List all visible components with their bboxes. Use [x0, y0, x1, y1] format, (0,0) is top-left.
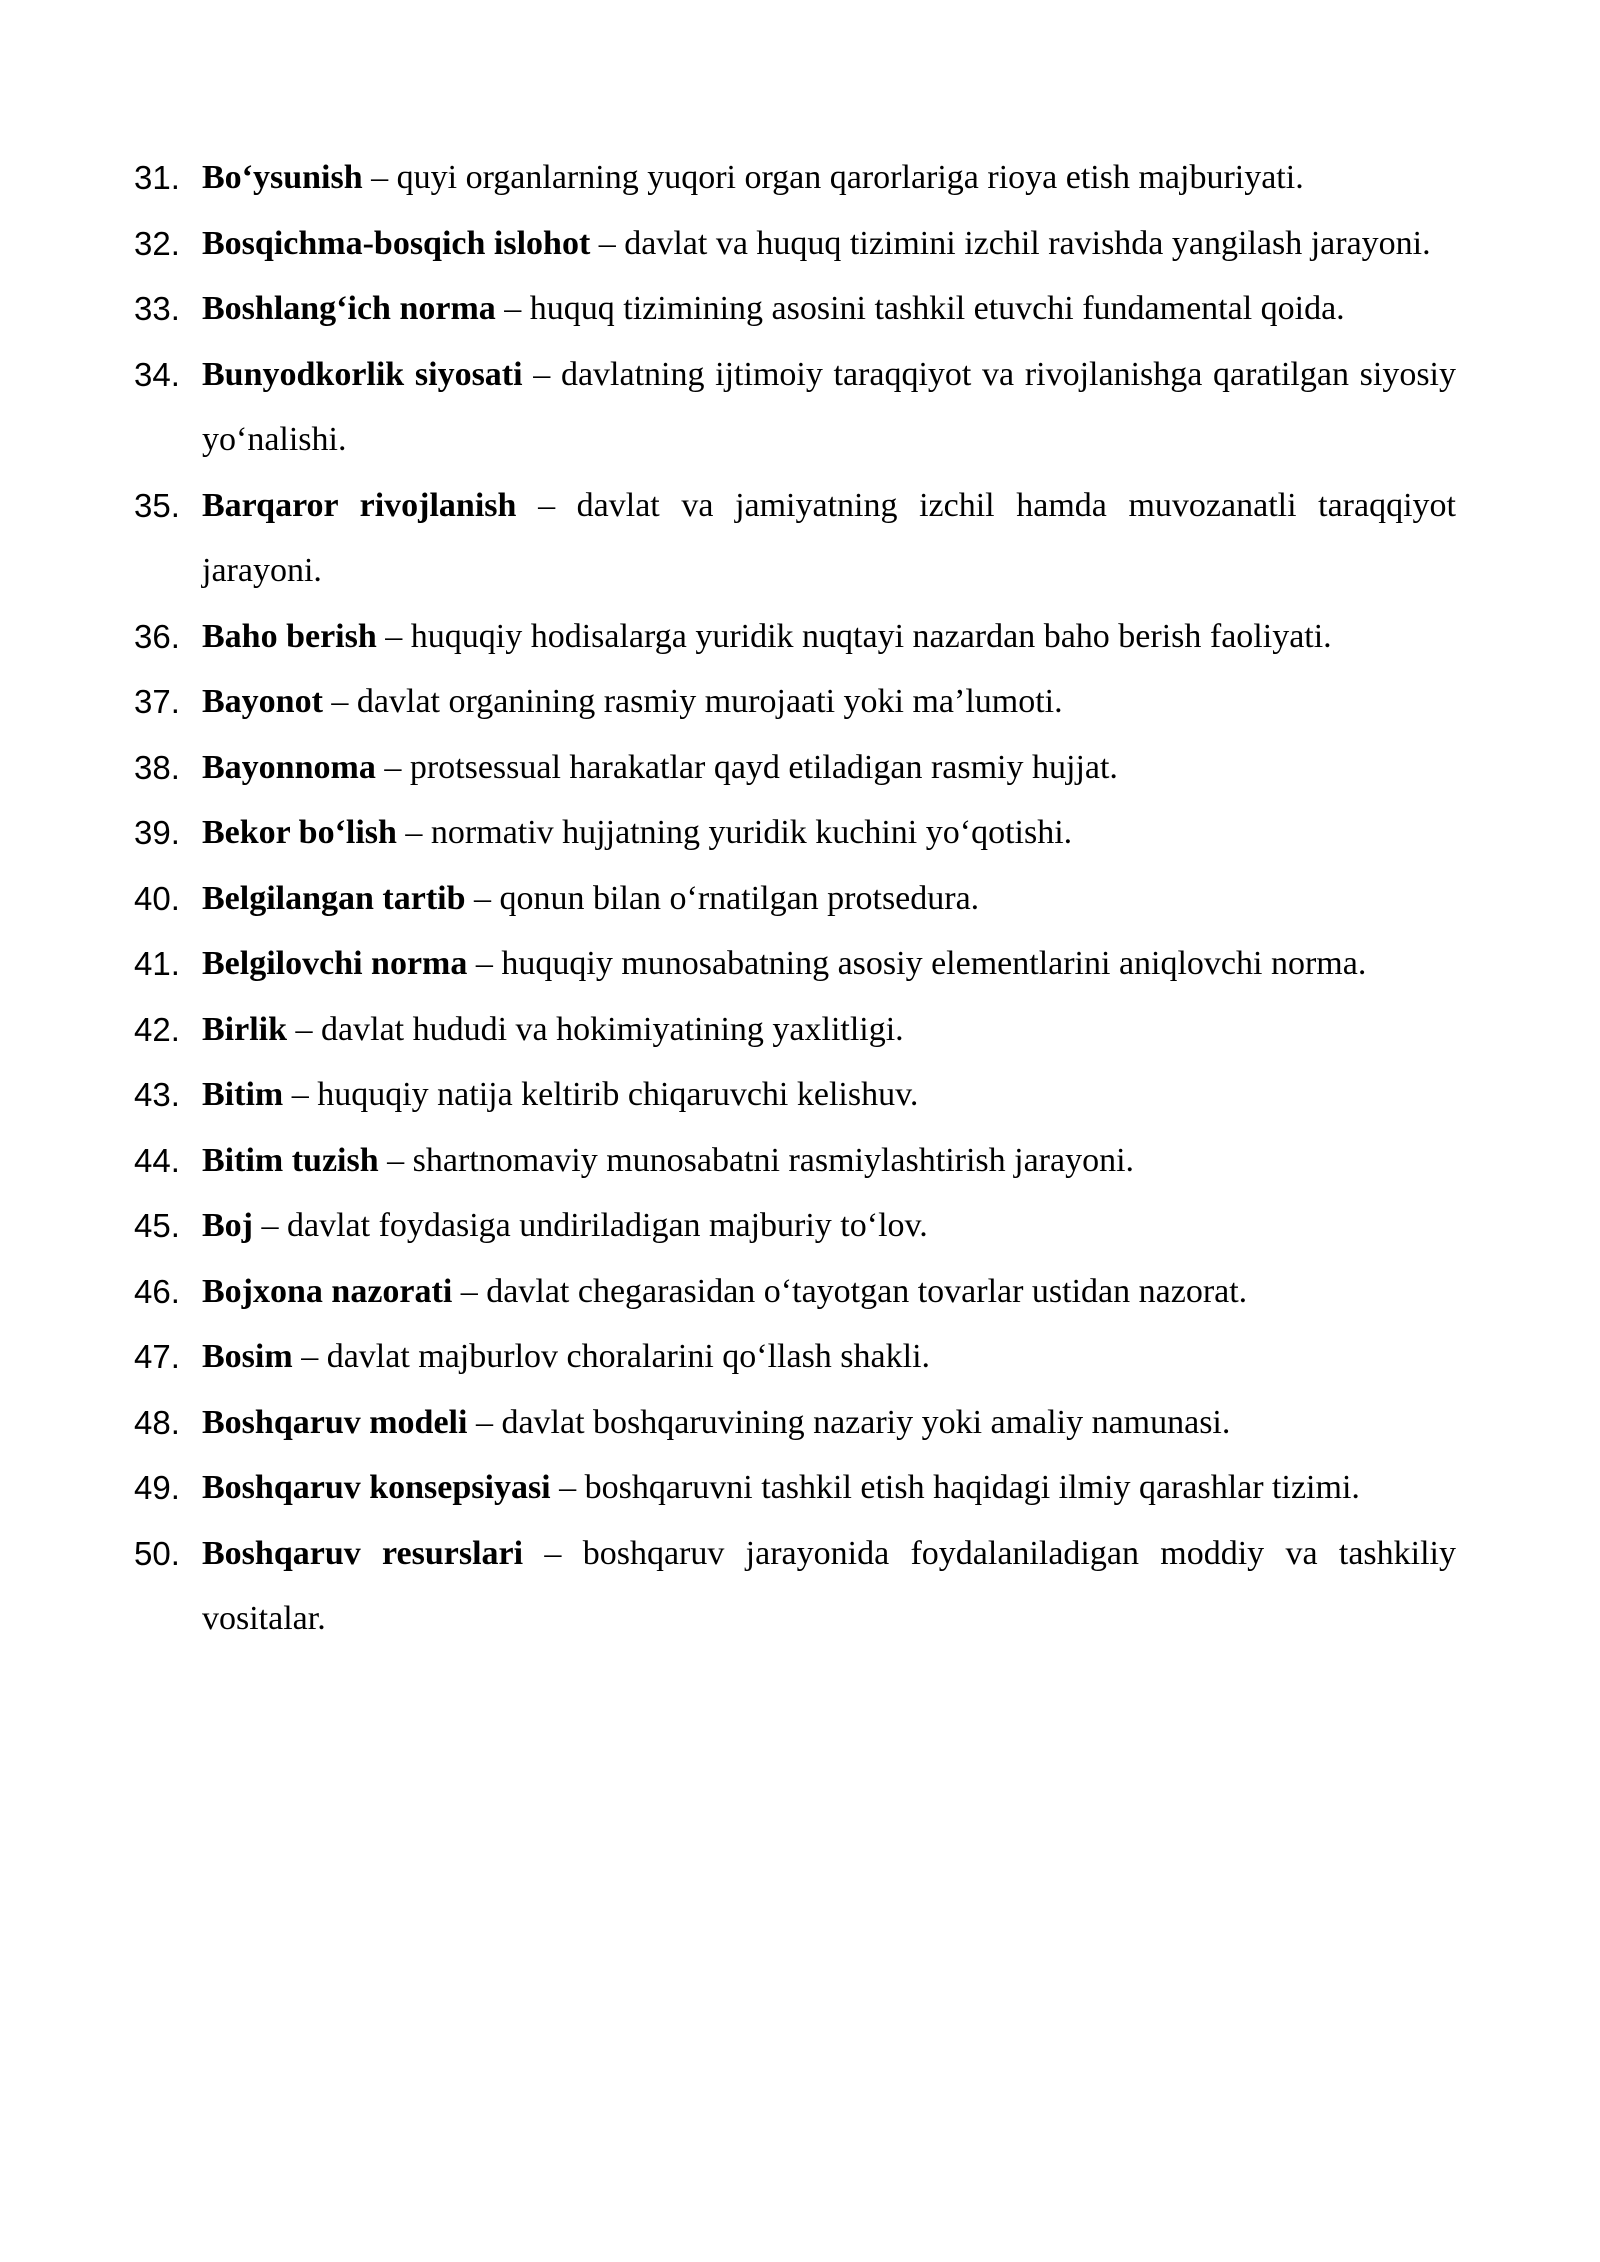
entry-number: 42. — [134, 1010, 180, 1048]
entry-term: Bitim tuzish — [202, 1141, 379, 1179]
entry-definition: – huquq tizimining asosini tashkil etuvchi fundamental qoida. — [504, 290, 1345, 327]
entry-number: 50. — [134, 1534, 180, 1572]
entry-term: Boshlang‘ich norma — [202, 290, 496, 327]
entry-definition: – huquqiy hodisalarga yuridik nuqtayi nazardan baho berish faoliyati. — [385, 617, 1332, 655]
entry-term: Belgilovchi norma — [202, 945, 468, 982]
glossary-entry — [134, 997, 1456, 1063]
entry-number: 31. — [134, 159, 180, 196]
glossary-entry — [134, 1455, 1456, 1521]
entry-definition: – huquqiy natija keltirib chiqaruvchi kelishuv. — [291, 1076, 919, 1113]
entry-definition: – davlat organining rasmiy murojaati yoki ma’lumoti. — [331, 683, 1063, 720]
entry-term: Bosim — [202, 1338, 293, 1375]
glossary-entry — [134, 473, 1456, 604]
entry-number: 47. — [134, 1338, 180, 1375]
entry-term: Boj — [202, 1207, 253, 1244]
entry-number: 41. — [134, 945, 180, 982]
glossary-entry — [134, 866, 1456, 932]
glossary-entry — [134, 735, 1456, 801]
entry-term: Bosqichma-bosqich islohot — [202, 224, 591, 262]
entry-number: 39. — [134, 814, 180, 851]
glossary-entry — [134, 1259, 1456, 1325]
entry-term: Birlik — [202, 1010, 288, 1048]
glossary-entry — [134, 604, 1456, 670]
glossary-entry — [134, 1128, 1456, 1194]
entry-number: 35. — [134, 486, 180, 524]
entry-term: Baho berish — [202, 617, 377, 655]
entry-number: 44. — [134, 1141, 180, 1179]
entry-definition: – davlatning ijtimoiy taraqqiyot va rivojlanishga qaratilgan siyosiy yo‘nalishi. — [202, 355, 1456, 458]
entry-number: 37. — [134, 683, 180, 720]
entry-number: 43. — [134, 1076, 180, 1113]
glossary-entry — [134, 1193, 1456, 1259]
entry-number: 38. — [134, 748, 180, 786]
glossary-entry — [134, 800, 1456, 866]
entry-term: Boshqaruv konsepsiyasi — [202, 1469, 551, 1506]
entry-definition: – davlat hududi va hokimiyatining yaxlitligi. — [295, 1010, 904, 1048]
entry-term: Bayonnoma — [202, 748, 376, 786]
entry-term: Boshqaruv modeli — [202, 1403, 468, 1441]
entry-definition: – normativ hujjatning yuridik kuchini yo‘qotishi. — [405, 814, 1073, 851]
entry-number: 34. — [134, 355, 180, 393]
entry-term: Bo‘ysunish — [202, 159, 363, 196]
entry-number: 33. — [134, 290, 180, 327]
glossary-entry — [134, 211, 1456, 277]
entry-definition: – davlat chegarasidan o‘tayotgan tovarlar ustidan nazorat. — [460, 1272, 1248, 1310]
entry-term: Bunyodkorlik siyosati — [202, 355, 523, 393]
entry-definition: – boshqaruv jarayonida foydalaniladigan moddiy va tashkiliy vositalar. — [202, 1534, 1456, 1637]
glossary-entry — [134, 669, 1456, 735]
entry-term: Bojxona nazorati — [202, 1272, 453, 1310]
entry-definition: – qonun bilan o‘rnatilgan protsedura. — [474, 879, 980, 917]
glossary-entry — [134, 145, 1456, 211]
entry-number: 49. — [134, 1469, 180, 1506]
glossary-entry — [134, 1521, 1456, 1652]
entry-number: 48. — [134, 1403, 180, 1441]
entry-definition: – davlat boshqaruvining nazariy yoki amaliy namunasi. — [475, 1403, 1231, 1441]
entry-definition: – quyi organlarning yuqori organ qarorlariga rioya etish majburiyati. — [371, 159, 1304, 196]
glossary-entry — [134, 1390, 1456, 1456]
entry-term: Barqaror rivojlanish — [202, 486, 517, 524]
entry-number: 36. — [134, 617, 180, 655]
entry-definition: – shartnomaviy munosabatni rasmiylashtirish jarayoni. — [387, 1141, 1135, 1179]
entry-term: Belgilangan tartib — [202, 879, 466, 917]
entry-definition: – davlat majburlov choralarini qo‘llash shakli. — [301, 1338, 931, 1375]
entry-definition: – davlat foydasiga undiriladigan majburiy to‘lov. — [261, 1207, 928, 1244]
entry-term: Bayonot — [202, 683, 323, 720]
entry-definition: – davlat va jamiyatning izchil hamda muvozanatli taraqqiyot jarayoni. — [202, 486, 1456, 589]
entry-term: Bitim — [202, 1076, 284, 1113]
glossary-entry — [134, 342, 1456, 473]
glossary-entry — [134, 1324, 1456, 1390]
entry-definition: – boshqaruvni tashkil etish haqidagi ilmiy qarashlar tizimi. — [559, 1469, 1360, 1506]
glossary-entry — [134, 1062, 1456, 1128]
entry-number: 45. — [134, 1207, 180, 1244]
glossary-entry — [134, 276, 1456, 342]
entry-definition: – protsessual harakatlar qayd etiladigan rasmiy hujjat. — [384, 748, 1118, 786]
entry-term: Boshqaruv resurslari — [202, 1534, 524, 1572]
glossary-list — [134, 145, 1456, 1652]
entry-term: Bekor bo‘lish — [202, 814, 397, 851]
entry-definition: – huquqiy munosabatning asosiy elementlarini aniqlovchi norma. — [475, 945, 1367, 982]
glossary-entry — [134, 931, 1456, 997]
entry-number: 46. — [134, 1272, 180, 1310]
entry-number: 40. — [134, 879, 180, 917]
entry-number: 32. — [134, 224, 180, 262]
entry-definition: – davlat va huquq tizimini izchil ravishda yangilash jarayoni. — [598, 224, 1431, 262]
